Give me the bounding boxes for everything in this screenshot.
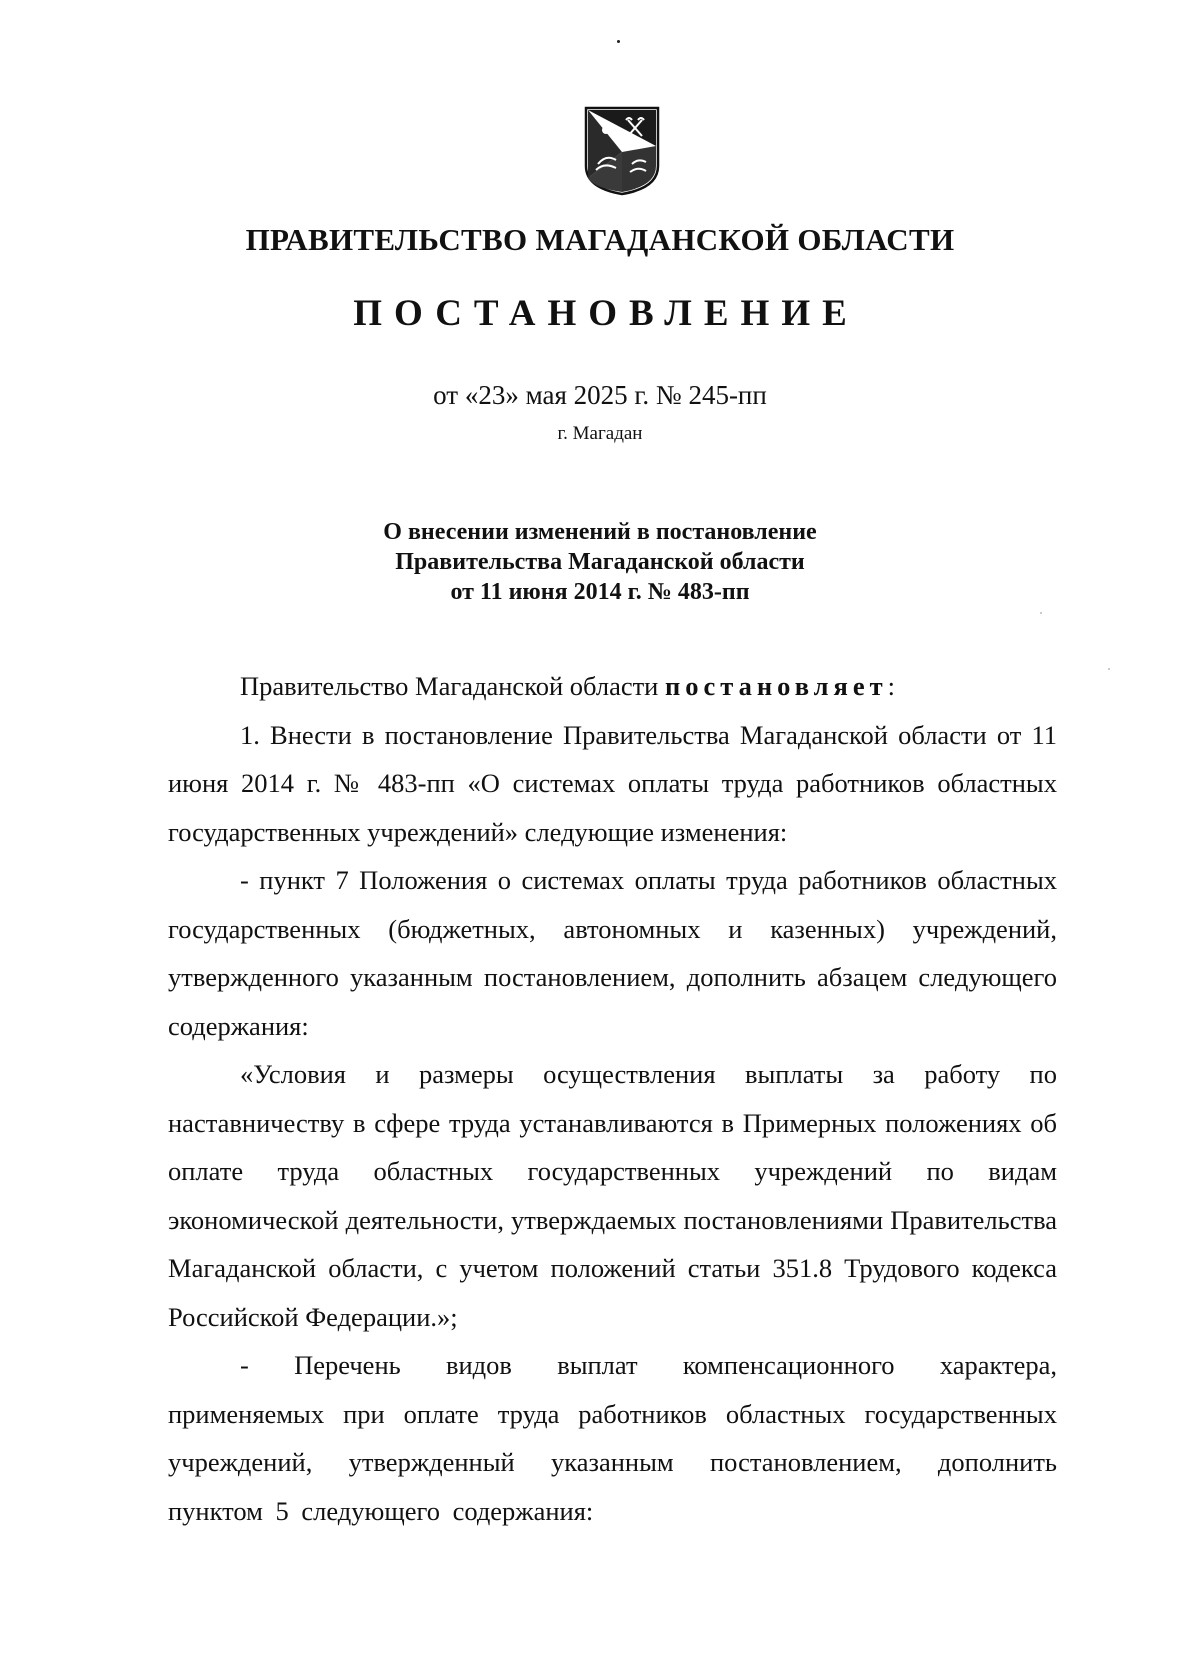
scan-speck xyxy=(1108,668,1110,670)
scan-speck xyxy=(1040,612,1042,614)
subject-line-3: от 11 июня 2014 г. № 483-пп xyxy=(450,579,750,605)
paragraph-3: «Условия и размеры осуществления выплаты за работу по наставничеству в сфере труда устанавливаются в Примерных положениях об оплате труда областных государственных учреждений по видам экономической деятельности, утверждаемых постановлениями Правительства Магаданской области, с учетом положений статьи 351.8 Трудового кодекса Российской Федерации.»; xyxy=(168,1059,1057,1332)
document-date-number: от «23» мая 2025 г. № 245-пп xyxy=(433,380,767,410)
subject-line-2: Правительства Магаданской области xyxy=(395,549,805,575)
lead-suffix: : xyxy=(887,671,896,701)
paragraph-2: - пункт 7 Положения о системах оплаты труда работников областных государственных (бюджетных, автономных и казенных) учреждений, утвержденного указанным постановлением, дополнить абзацем следующего содержания: xyxy=(168,865,1057,1041)
subject-line-1: О внесении изменений в постановление xyxy=(383,519,817,545)
lead-prefix: Правительство Магаданской области xyxy=(240,671,659,701)
resolution-lead xyxy=(168,662,1057,711)
organization-title: ПРАВИТЕЛЬСТВО МАГАДАНСКОЙ ОБЛАСТИ xyxy=(245,222,955,257)
document-body xyxy=(168,662,1057,1535)
paragraph-1: 1. Внести в постановление Правительства Магаданской области от 11 июня 2014 г. № 483-пп «О системах оплаты труда работников областных государственных учреждений» следующие изменения: xyxy=(168,719,1057,847)
paragraph-4: - Перечень видов выплат компенсационного характера, применяемых при оплате труда работников областных государственных учреждений, утвержденный указанным постановлением, дополнить пунктом 5 следующего содержания: xyxy=(168,1350,1057,1526)
coat-of-arms-icon xyxy=(584,106,660,196)
scan-dot xyxy=(617,40,620,43)
lead-verb: постановляет xyxy=(664,671,888,701)
document-city: г. Магадан xyxy=(557,423,643,444)
document-type-heading: ПОСТАНОВЛЕНИЕ xyxy=(353,293,859,334)
document-subject xyxy=(0,517,1200,607)
